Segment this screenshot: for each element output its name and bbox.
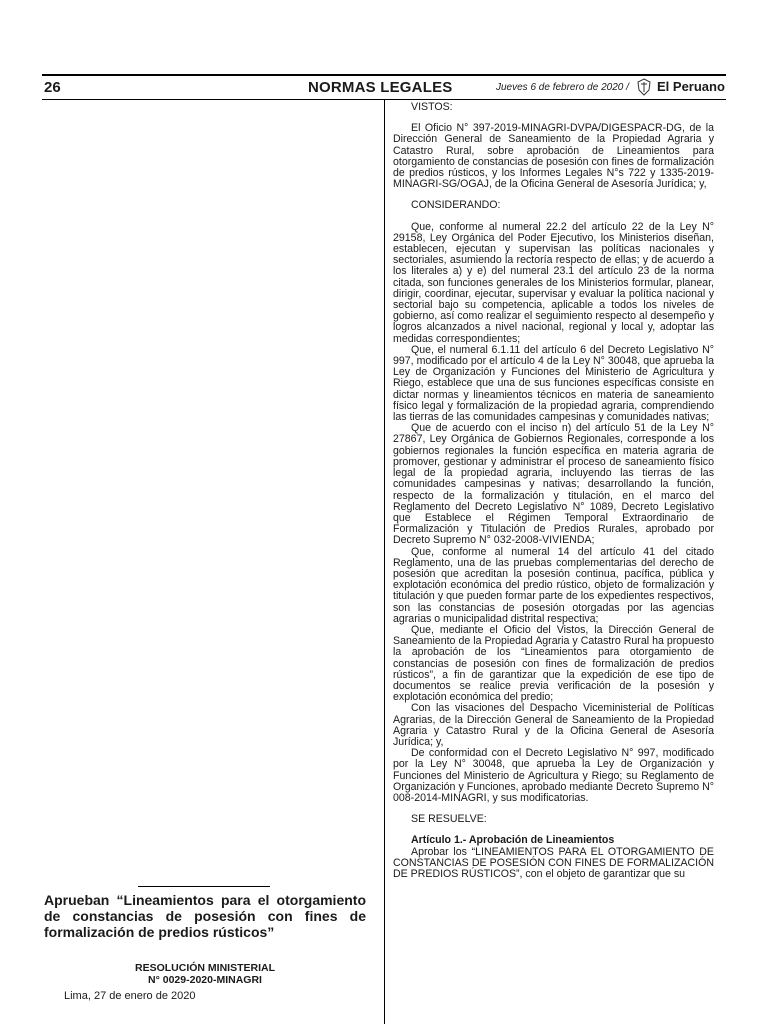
place-date: Lima, 27 de enero de 2020	[64, 990, 196, 1002]
resolution-number: N° 0029-2020-MINAGRI	[148, 974, 262, 986]
publication-date: Jueves 6 de febrero de 2020 /	[496, 82, 629, 93]
considerando-paragraph-7: De conformidad con el Decreto Legislativo N° 997, modificado por la Ley N° 30048, que aprueba la Ley de Organización y Funciones del Ministerio de Agricultura y Riego; su Reglamento de Organización y Funciones, aprobado mediante Decreto Supremo N° 008-2014-MINAGRI, y sus modificatorias.	[393, 747, 714, 804]
considerando-paragraph-2: Que, el numeral 6.1.11 del artículo 6 del Decreto Legislativo N° 997, modificado por el artículo 4 de la Ley N° 30048, que aprueba la Ley de Organización y Funciones del Ministerio de Agricultura y Riego, establece que una de sus funciones específicas consiste en dictar normas y lineamientos técnicos en materia de saneamiento físico legal y formalización de la propiedad agraria, comprendiendo las tierras de las comunidades campesinas y comunidades nativas;	[393, 343, 714, 424]
coat-of-arms-icon	[635, 78, 653, 96]
section-title: NORMAS LEGALES	[308, 79, 453, 96]
vistos-paragraph: El Oficio N° 397-2019-MINAGRI-DVPA/DIGESPACR-DG, de la Dirección General de Saneamiento de la Propiedad Agraria y Catastro Rural, sobre aprobación de Lineamientos para otorgamiento de constancias de posesión con fines de formalización de predios rústicos, y los Informes Legales N°s 722 y 1335-2019-MINAGRI-SG/OGAJ, de la Oficina General de Asesoría Jurídica; y,	[393, 122, 714, 191]
page-number: 26	[44, 79, 61, 96]
header-top-rule	[42, 74, 726, 76]
vistos-heading: VISTOS:	[411, 101, 453, 113]
body-column	[393, 102, 714, 880]
considerando-paragraph-1: Que, conforme al numeral 22.2 del artículo 22 de la Ley N° 29158, Ley Orgánica del Poder Ejecutivo, los Ministerios diseñan, establecen, ejecutan y supervisan las políticas nacionales y sectoriales, asumiendo la rectoría respecto de ellas; y de acuerdo a los literales a) y e) del numeral 23.1 del artículo 23 de la norma citada, son funciones generales de los Ministerios formular, planear, dirigir, coordinar, ejecutar, supervisar y evaluar la política nacional y sectorial bajo su competencia, aplicable a todos los niveles de gobierno, así como realizar el seguimiento respecto al desempeño y logros alcanzados a nivel nacional, regional y local y, adoptar las medidas correspondientes;	[393, 220, 714, 345]
resuelve-heading: SE RESUELVE:	[411, 813, 487, 826]
resolution-label: RESOLUCIÓN MINISTERIAL	[134, 962, 275, 974]
resolution-header	[44, 962, 366, 986]
considerando-paragraph-5: Que, mediante el Oficio del Vistos, la Dirección General de Saneamiento de la Propiedad Agraria y Catastro Rural ha propuesto la aprobación de los “Lineamientos para otorgamiento de constancias de posesión con fines de formalización de predios rústicos”, a fin de garantizar que la expedición de ese tipo de documentos se realice previa verificación de la posesión y explotación económica del predio;	[393, 623, 714, 704]
column-divider	[384, 100, 385, 1024]
article-text: Aprobar los “LINEAMIENTOS PARA EL OTORGAMIENTO DE CONSTANCIAS DE POSESIÓN CON FINES DE FORMALIZACIÓN DE PREDIOS RÚSTICOS”, con el objeto de garantizar que su	[393, 845, 714, 880]
article-title: Artículo 1.- Aprobación de Lineamientos	[411, 834, 615, 847]
publication-name: El Peruano	[657, 79, 725, 94]
title-rule	[138, 886, 270, 887]
considerando-paragraph-3: Que de acuerdo con el inciso n) del artículo 51 de la Ley N° 27867, Ley Orgánica de Gobiernos Regionales, corresponde a los gobiernos regionales la función específica en materia agraria de promover, gestionar y administrar el proceso de saneamiento físico legal de la propiedad agraria, incluyendo las tierras de las comunidades campesinas y nativas; desarrollando la función, respecto de la formalización y titulación, en el marco del Reglamento del Decreto Legislativo N° 1089, Decreto Legislativo que Establece el Régimen Temporal Extraordinario de Formalización y Titulación de Predios Rurales, aprobado por Decreto Supremo N° 032-2008-VIVIENDA;	[393, 422, 714, 547]
considerando-heading: CONSIDERANDO:	[411, 199, 501, 212]
considerando-paragraph-4: Que, conforme al numeral 14 del artículo 41 del citado Reglamento, una de las pruebas complementarias del derecho de posesión que acreditan la posesión continua, pacífica, pública y explotación económica del predio rústico, objeto de formalización y titulación y que pueden formar parte de los expedientes respectivos, son las constancias de posesión otorgadas por las agencias agrarias o municipalidad distrital respectiva;	[393, 545, 714, 625]
resolution-title: Aprueban “Lineamientos para el otorgamiento de constancias de posesión con fines de formalización de predios rústicos”	[44, 892, 366, 940]
considerando-paragraph-6: Con las visaciones del Despacho Viceministerial de Políticas Agrarias, de la Dirección General de Saneamiento de la Propiedad Agraria y Catastro Rural y de la Oficina General de Asesoría Jurídica; y,	[393, 702, 714, 748]
